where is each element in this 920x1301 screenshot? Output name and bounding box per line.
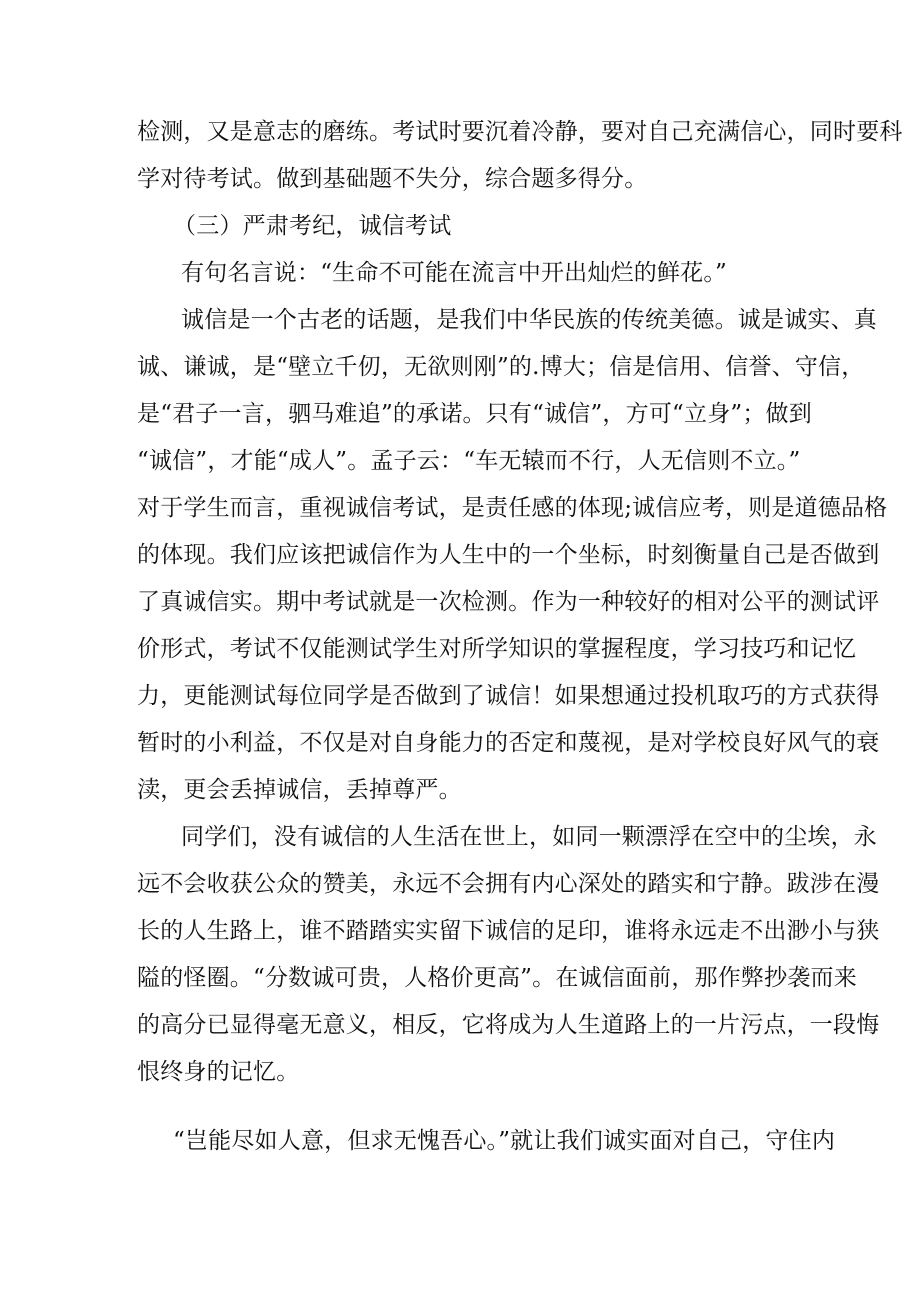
text-line: 是“君子一言，驷马难追”的承诺。只有“诚信”，方可“立身”；做到	[137, 401, 812, 427]
text-line: 同学们，没有诚信的人生活在世上，如同一颗漂浮在空中的尘埃，永	[181, 824, 877, 850]
text-line: 暂时的小利益，不仅是对自身能力的否定和蔑视，是对学校良好风气的衰	[137, 730, 880, 756]
text-line: 力，更能测试每位同学是否做到了诚信！如果想通过投机取巧的方式获得	[137, 683, 880, 709]
text-line: 价形式，考试不仅能测试学生对所学知识的掌握程度，学习技巧和记忆	[137, 636, 857, 662]
text-line: “诚信”，才能“成人”。孟子云：“车无辕而不行，人无信则不立。”	[137, 448, 801, 474]
text-line: 渎，更会丢掉诚信，丢掉尊严。	[137, 777, 462, 803]
text-line: 长的人生路上，谁不踏踏实实留下诚信的足印，谁将永远走不出渺小与狭	[137, 918, 880, 944]
text-line: 的体现。我们应该把诚信作为人生中的一个坐标，时刻衡量自己是否做到	[137, 542, 880, 568]
text-line: 检测，又是意志的磨练。考试时要沉着冷静，要对自己充满信心，同时要科	[137, 119, 903, 145]
text-line: 恨终身的记忆。	[137, 1059, 300, 1085]
text-line: “岂能尽如人意，但求无愧吾心。”就让我们诚实面对自己，守住内	[173, 1128, 836, 1154]
text-line: 隘的怪圈。“分数诚可贵，人格价更高”。在诚信面前，那作弊抄袭而来	[137, 965, 857, 991]
text-line: 诚信是一个古老的话题，是我们中华民族的传统美德。诚是诚实、真	[181, 307, 877, 333]
text-line: 了真诚信实。期中考试就是一次检测。作为一种较好的相对公平的测试评	[137, 589, 880, 615]
text-line: 学对待考试。做到基础题不失分，综合题多得分。	[137, 166, 648, 192]
text-line: 有句名言说：“生命不可能在流言中开出灿烂的鲜花。”	[181, 260, 728, 286]
text-line: 的高分已显得毫无意义，相反，它将成为人生道路上的一片污点，一段悔	[137, 1012, 880, 1038]
section-heading: （三）严肃考纪，诚信考试	[173, 213, 452, 239]
text-line: 远不会收获公众的赞美，永远不会拥有内心深处的踏实和宁静。跋涉在漫	[137, 871, 880, 897]
text-line: 诚、谦诚，是“壁立千仞，无欲则刚”的.博大；信是信用、信誉、守信，	[137, 354, 865, 380]
text-line: 对于学生而言，重视诚信考试，是责任感的体现;诚信应考，则是道德品格	[137, 495, 888, 521]
